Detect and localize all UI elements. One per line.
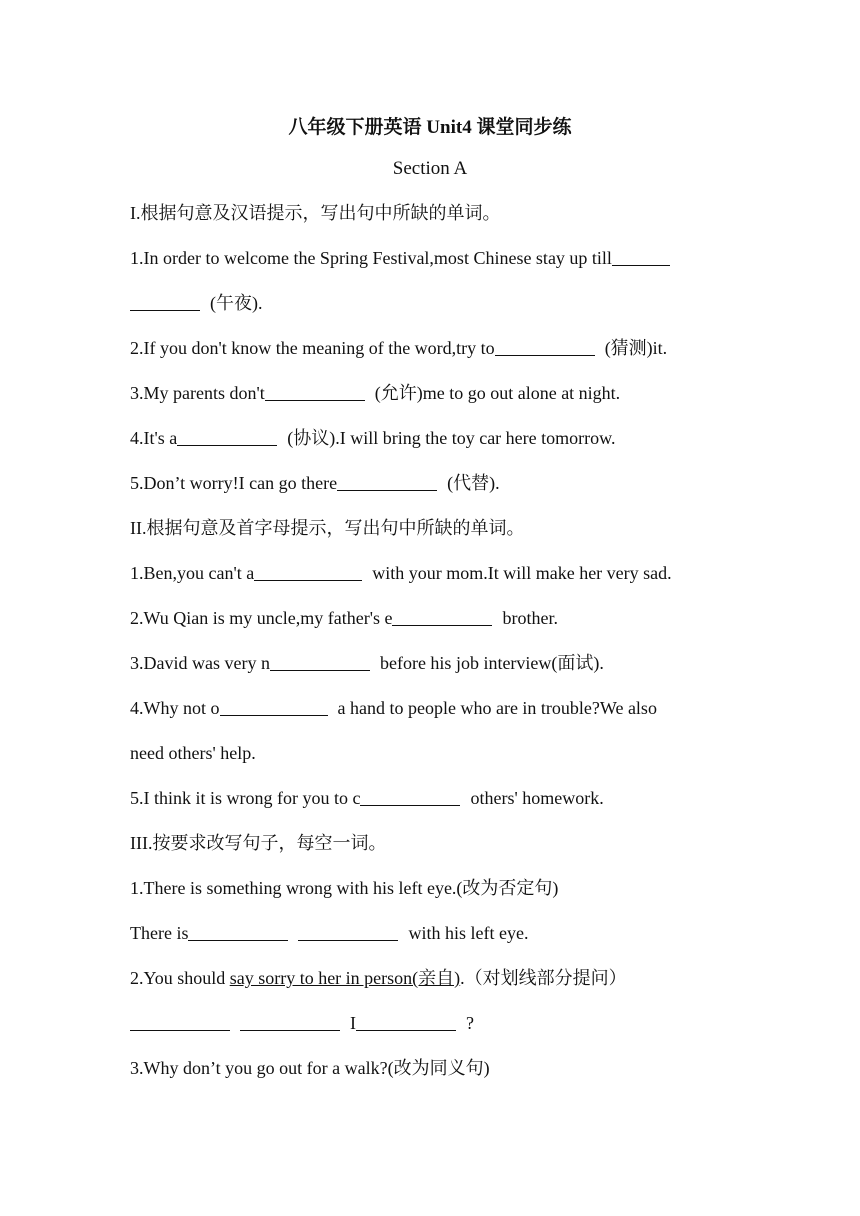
answer-blank[interactable]: [130, 1011, 230, 1031]
answer-blank[interactable]: [177, 426, 277, 446]
s3-question-1: 1.There is something wrong with his left eye.(改为否定句): [130, 878, 559, 898]
question-text: a hand to people who are in trouble?We also: [337, 698, 657, 718]
question-text: (代替).: [447, 473, 500, 493]
question-text: 4.Why not o: [130, 698, 220, 718]
s1-question-4: [130, 416, 730, 461]
s3-answer-2: [130, 1001, 730, 1046]
answer-blank[interactable]: [298, 921, 398, 941]
section-subtitle: Section A: [392, 158, 468, 179]
s3-question-2: [130, 956, 730, 1001]
answer-blank[interactable]: [392, 606, 492, 626]
s1-question-1-cont: [130, 281, 730, 326]
question-text: others' homework.: [470, 788, 604, 808]
s2-question-1: [130, 551, 730, 596]
s3-answer-1: [130, 911, 730, 956]
answer-blank[interactable]: [360, 786, 460, 806]
answer-blank[interactable]: [495, 336, 595, 356]
answer-blank[interactable]: [270, 651, 370, 671]
worksheet-page: [130, 110, 730, 1091]
underlined-phrase: say sorry to her in person(亲自): [229, 968, 461, 988]
answer-blank[interactable]: [337, 471, 437, 491]
answer-blank[interactable]: [265, 381, 365, 401]
question-text: I: [350, 1013, 356, 1033]
s2-question-2: [130, 596, 730, 641]
question-text: 2.You should: [130, 968, 230, 988]
question-text: (协议).I will bring the toy car here tomorrow.: [287, 428, 616, 448]
question-text: 5.Don’t worry!I can go there: [130, 473, 338, 493]
question-text: before his job interview(面试).: [379, 653, 604, 673]
answer-blank[interactable]: [240, 1011, 340, 1031]
answer-blank[interactable]: [612, 246, 670, 266]
question-text: 2.If you don't know the meaning of the word,try to: [130, 338, 495, 358]
question-text: 4.It's a: [130, 428, 178, 448]
s2-question-3: [130, 641, 730, 686]
s3-question-3: 3.Why don’t you go out for a walk?(改为同义句): [130, 1058, 490, 1078]
question-text: 1.In order to welcome the Spring Festival,most Chinese stay up till: [130, 248, 612, 268]
answer-blank[interactable]: [356, 1011, 456, 1031]
question-text: (允许)me to go out alone at night.: [374, 383, 621, 403]
answer-blank[interactable]: [130, 291, 200, 311]
question-text: 1.Ben,you can't a: [130, 563, 255, 583]
answer-blank[interactable]: [254, 561, 362, 581]
section-2-heading: II.根据句意及首字母提示，写出句中所缺的单词。: [130, 518, 525, 538]
question-text: .（对划线部分提问）: [460, 968, 627, 988]
s1-question-3: [130, 371, 730, 416]
question-text: with his left eye.: [408, 923, 529, 943]
section-1-heading: I.根据句意及汉语提示，写出句中所缺的单词。: [130, 203, 501, 223]
question-text: 3.David was very n: [130, 653, 270, 673]
s1-question-1: [130, 236, 730, 281]
page-title: 八年级下册英语 Unit4 课堂同步练: [288, 117, 572, 138]
question-text: (猜测)it.: [604, 338, 668, 358]
question-text: 5.I think it is wrong for you to c: [130, 788, 361, 808]
question-text: 2.Wu Qian is my uncle,my father's e: [130, 608, 393, 628]
question-text: brother.: [502, 608, 558, 628]
answer-blank[interactable]: [188, 921, 288, 941]
question-text: (午夜).: [210, 293, 263, 313]
s2-question-5: [130, 776, 730, 821]
s1-question-5: [130, 461, 730, 506]
s2-question-4: [130, 686, 730, 731]
s2-question-4-cont: need others' help.: [130, 743, 256, 763]
question-text: 3.My parents don't: [130, 383, 265, 403]
s1-question-2: [130, 326, 730, 371]
question-mark: ?: [466, 1013, 474, 1033]
question-text: with your mom.It will make her very sad.: [372, 563, 672, 583]
section-3-heading: III.按要求改写句子，每空一词。: [130, 833, 387, 853]
question-text: There is: [130, 923, 189, 943]
answer-blank[interactable]: [220, 696, 328, 716]
